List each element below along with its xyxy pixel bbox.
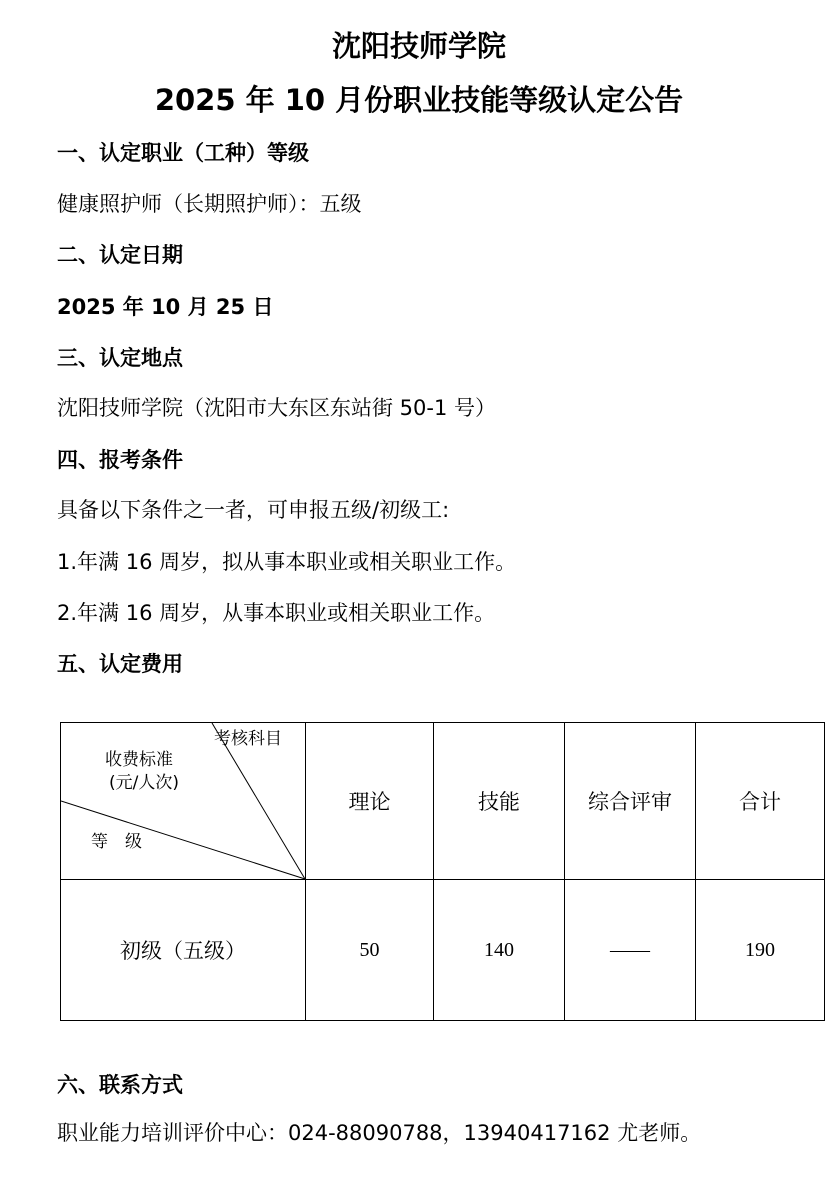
section-heading-conditions: 四、报考条件 [57,448,183,472]
section-heading-contact: 六、联系方式 [57,1073,183,1097]
date-text: 2025 年 10 月 25 日 [57,295,274,319]
column-header-theory: 理论 [348,790,391,814]
header-unit-label: (元/人次) [109,773,179,793]
section-heading-occupation: 一、认定职业（工种）等级 [57,141,309,165]
review-fee-cell: —— [610,938,650,961]
theory-fee-cell: 50 [359,938,380,961]
notice-title: 2025 年 10 月份职业技能等级认定公告 [154,83,684,117]
conditions-intro: 具备以下条件之一者，可申报五级/初级工: [57,498,450,522]
column-header-skill: 技能 [478,790,520,814]
fee-table [60,722,825,1021]
column-header-review: 综合评审 [588,790,672,814]
header-level-label: 等 级 [91,832,142,852]
section-heading-fees: 五、认定费用 [57,652,183,676]
condition-item: 1.年满 16 周岁，拟从事本职业或相关职业工作。 [57,550,517,574]
skill-fee-cell: 140 [484,938,514,961]
page-title: 沈阳技师学院 [331,29,506,63]
total-fee-cell: 190 [745,938,775,961]
occupation-text: 健康照护师（长期照护师）：五级 [57,192,362,216]
section-heading-date: 二、认定日期 [57,243,183,267]
location-text: 沈阳技师学院（沈阳市大东区东站街 50-1 号） [57,396,497,420]
contact-text: 职业能力培训评价中心：024-88090788，13940417162 尤老师。 [57,1121,702,1145]
condition-item: 2.年满 16 周岁，从事本职业或相关职业工作。 [57,601,496,625]
column-header-total: 合计 [739,790,781,814]
header-subject-label: 考核科目 [214,729,282,749]
section-heading-location: 三、认定地点 [57,346,183,370]
header-standard-label: 收费标准 [105,750,173,770]
row-level-cell: 初级（五级） [120,939,246,963]
